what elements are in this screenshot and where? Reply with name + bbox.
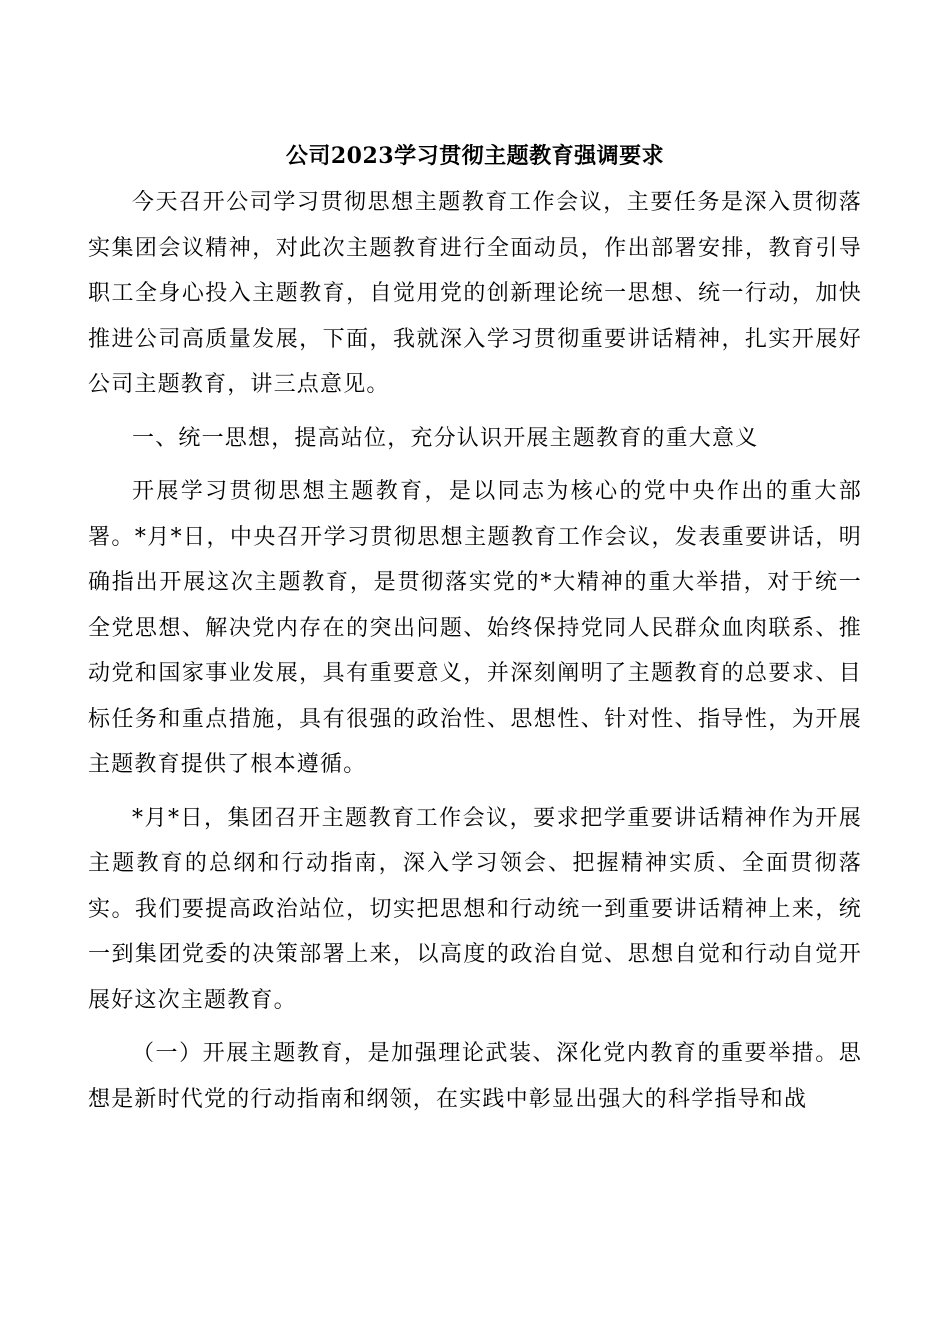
document-body: [88, 138, 862, 1130]
paragraph-group-meeting: *月*日，集团召开主题教育工作会议，要求把学重要讲话精神作为开展主题教育的总纲和行动指南，深入学习领会、把握精神实质、全面贯彻落实。我们要提高政治站位，切实把思想和行动统一到重要讲话精神上来，统一到集团党委的决策部署上来，以高度的政治自觉、思想自觉和行动自觉开展好这次主题教育。: [88, 805, 862, 1013]
paragraph-significance: 开展学习贯彻思想主题教育，是以同志为核心的党中央作出的重大部署。*月*日，中央召开学习贯彻思想主题教育工作会议，发表重要讲话，明确指出开展这次主题教育，是贯彻落实党的*大精神的重大举措，对于统一全党思想、解决党内存在的突出问题、始终保持党同人民群众血肉联系、推动党和国家事业发展，具有重要意义，并深刻阐明了主题教育的总要求、目标任务和重点措施，具有很强的政治性、思想性、针对性、指导性，为开展主题教育提供了根本遵循。: [88, 479, 862, 777]
paragraph-intro: 今天召开公司学习贯彻思想主题教育工作会议，主要任务是深入贯彻落实集团会议精神，对此次主题教育进行全面动员，作出部署安排，教育引导职工全身心投入主题教育，自觉用党的创新理论统一思想、统一行动，加快推进公司高质量发展，下面，我就深入学习贯彻重要讲话精神，扎实开展好公司主题教育，讲三点意见。: [88, 190, 862, 397]
section-heading-1: 一、统一思想，提高站位，充分认识开展主题教育的重大意义: [132, 425, 759, 451]
paragraph-subsection-1: （一）开展主题教育，是加强理论武装、深化党内教育的重要举措。思想是新时代党的行动指南和纲领，在实践中彰显出强大的科学指导和战: [88, 1041, 862, 1112]
document-title: 公司2023学习贯彻主题教育强调要求: [285, 143, 665, 169]
